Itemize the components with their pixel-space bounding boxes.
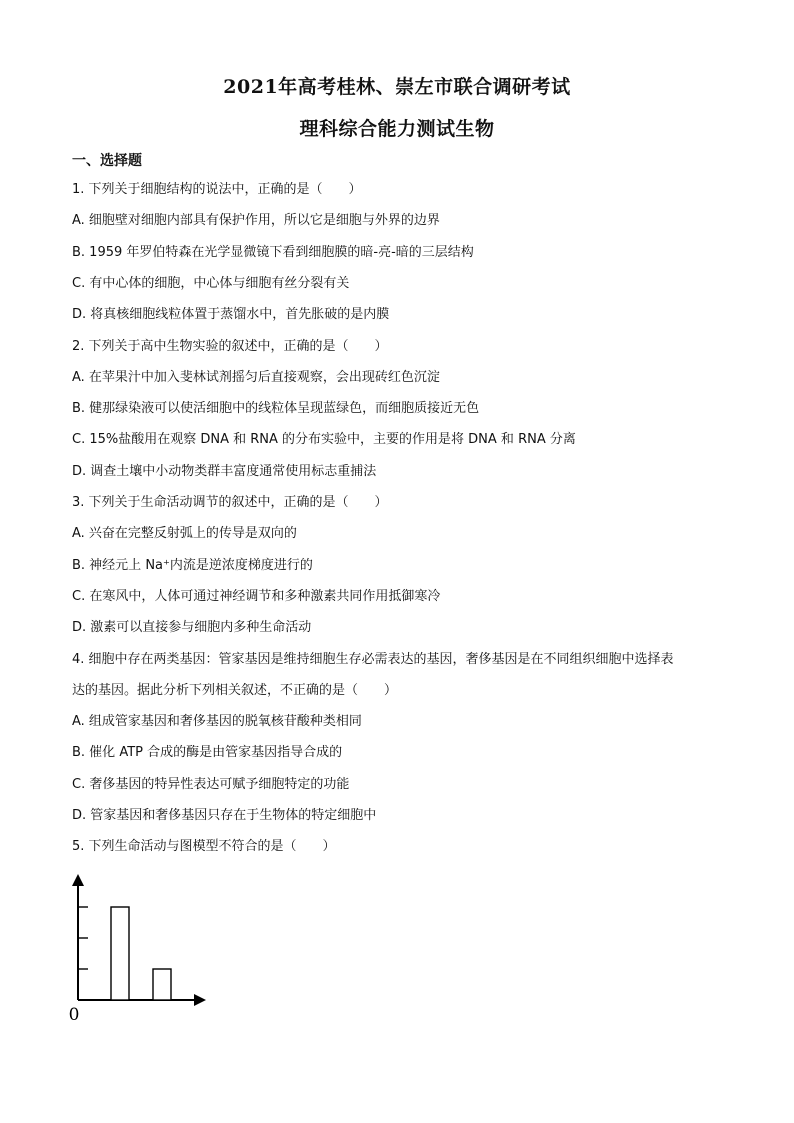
exam-subtitle: 理科综合能力测试生物 — [299, 118, 495, 140]
x-axis-arrow-icon — [194, 994, 206, 1006]
question-line: C. 15%盐酸用在观察 DNA 和 RNA 的分布实验中，主要的作用是将 DNA 和 RNA 分离 — [72, 432, 576, 448]
exam-title: 2021年高考桂林、崇左市联合调研考试 — [223, 76, 571, 98]
question-line: B. 催化 ATP 合成的酶是由管家基因指导合成的 — [72, 745, 343, 761]
question-line: 3. 下列关于生命活动调节的叙述中，正确的是（ ） — [72, 495, 388, 510]
question-line: B. 神经元上 Na⁺内流是逆浓度梯度进行的 — [72, 557, 313, 573]
y-axis-arrow-icon — [72, 874, 84, 886]
bar-1 — [111, 907, 129, 1000]
question-line: A. 兴奋在完整反射弧上的传导是双向的 — [72, 526, 297, 542]
question-line: 1. 下列关于细胞结构的说法中，正确的是（ ） — [72, 182, 362, 197]
question-line: D. 将真核细胞线粒体置于蒸馏水中，首先胀破的是内膜 — [72, 307, 390, 323]
question-line: 5. 下列生命活动与图模型不符合的是（ ） — [72, 839, 336, 855]
question-line: 达的基因。据此分析下列相关叙述，不正确的是（ ） — [72, 682, 398, 698]
question-line: D. 管家基因和奢侈基因只存在于生物体的特定细胞中 — [72, 808, 377, 823]
question-line: D. 调查土壤中小动物类群丰富度通常使用标志重捕法 — [72, 463, 377, 479]
bar-chart-figure — [64, 866, 214, 1026]
question-line: C. 有中心体的细胞，中心体与细胞有丝分裂有关 — [72, 275, 350, 291]
question-line: B. 健那绿染液可以使活细胞中的线粒体呈现蓝绿色，而细胞质接近无色 — [72, 401, 480, 417]
question-line: A. 组成管家基因和奢侈基因的脱氧核苷酸种类相同 — [72, 714, 362, 730]
section-heading: 一、选择题 — [72, 153, 142, 169]
question-line: 2. 下列关于高中生物实验的叙述中，正确的是（ ） — [72, 338, 388, 354]
question-line: C. 在寒风中，人体可通过神经调节和多种激素共同作用抵御寒冷 — [72, 588, 441, 604]
question-line: C. 奢侈基因的特异性表达可赋予细胞特定的功能 — [72, 776, 350, 792]
bar-2 — [153, 969, 171, 1000]
question-line: A. 细胞壁对细胞内部具有保护作用，所以它是细胞与外界的边界 — [72, 213, 440, 229]
question-line: A. 在苹果汁中加入斐林试剂摇匀后直接观察，会出现砖红色沉淀 — [72, 369, 440, 385]
question-line: 4. 细胞中存在两类基因：管家基因是维持细胞生存必需表达的基因，奢侈基因是在不同组织细胞中选择表 — [72, 651, 674, 667]
question-line: D. 激素可以直接参与细胞内多种生命活动 — [72, 620, 312, 636]
question-line: B. 1959 年罗伯特森在光学显微镜下看到细胞膜的暗-亮-暗的三层结构 — [72, 244, 474, 260]
origin-label: 0 — [68, 1005, 80, 1025]
